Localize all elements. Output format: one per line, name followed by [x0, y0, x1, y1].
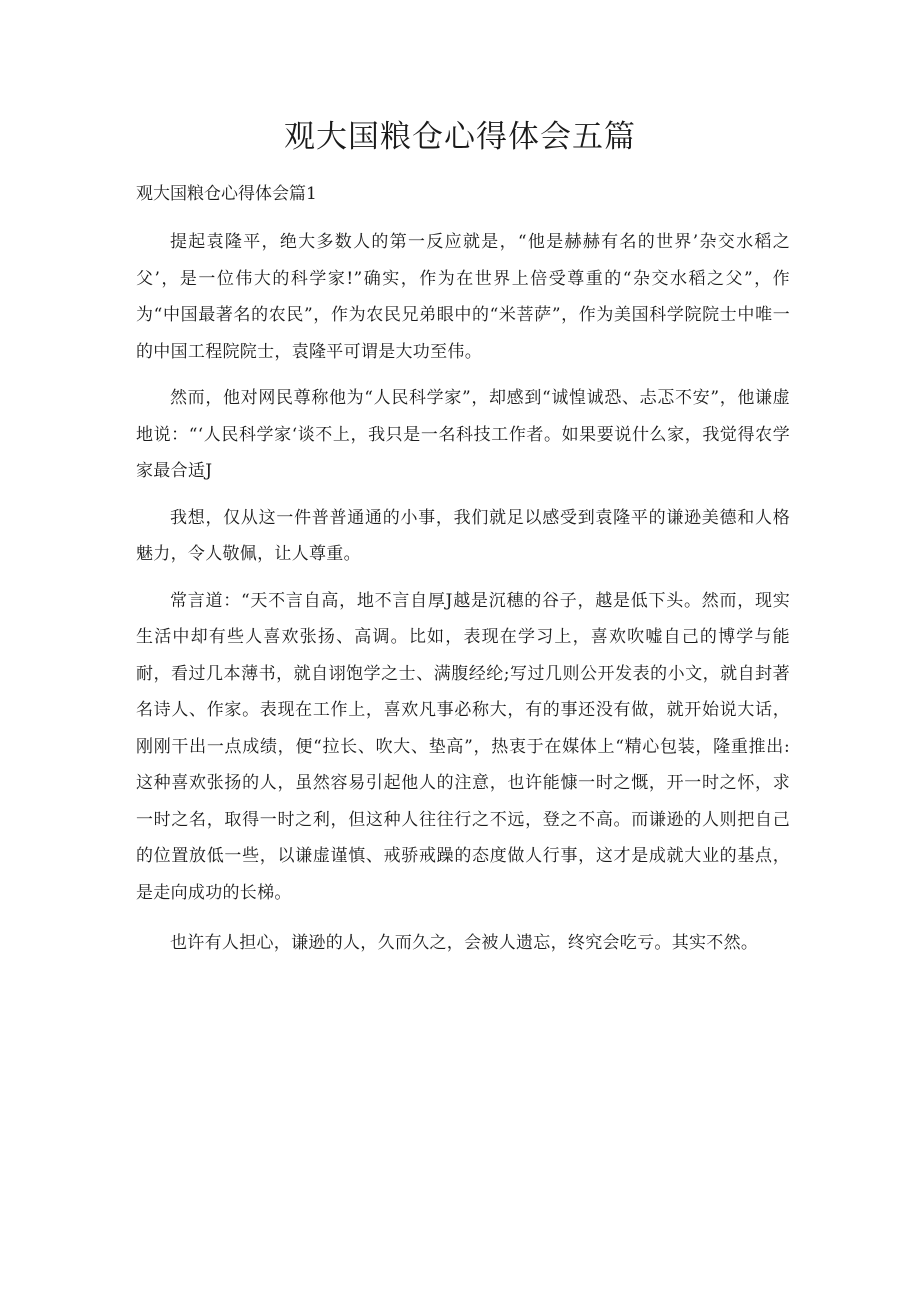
paragraph: 提起袁隆平，绝大多数人的第一反应就是，“他是赫赫有名的世界’杂交水稻之父’，是一位伟大的科学家!”确实，作为在世界上倍受尊重的“杂交水稻之父”，作为“中国最著名的农民”，作为农民兄弟眼中的“米菩萨”，作为美国科学院院士中唯一的中国工程院院士，袁隆平可谓是大功至伟。 [136, 232, 790, 362]
paragraph: 也许有人担心，谦逊的人，久而久之，会被人遗忘，终究会吃亏。其实不然。 [170, 933, 759, 953]
paragraph: 常言道：“天不言自高，地不言自厚J越是沉穗的谷子，越是低下头。然而，现实生活中却有些人喜欢张扬、高调。比如，表现在学习上，喜欢吹嘘自己的博学与能耐，看过几本薄书，就自诩饱学之士、满腹经纶;写过几则公开发表的小文，就自封著名诗人、作家。表现在工作上，喜欢凡事必称大，有的事还没有做，就开始说大话，刚刚干出一点成绩，便“拉长、吹大、垫高”，热衷于在媒体上“精心包装，隆重推出:这种喜欢张扬的人，虽然容易引起他人的注意，也许能慷一时之慨，开一时之怀，求一时之名，取得一时之利，但这种人往往行之不远，登之不高。而谦逊的人则把自己的位置放低一些，以谦虚谨慎、戒骄戒躁的态度做人行事，这才是成就大业的基点，是走向成功的长梯。 [136, 590, 790, 903]
paragraph: 我想，仅从这一件普普通通的小事，我们就足以感受到袁隆平的谦逊美德和人格魅力，令人敬佩，让人尊重。 [136, 507, 790, 564]
document-title: 观大国粮仓心得体会五篇 [284, 119, 636, 155]
body-text [136, 224, 790, 972]
section-heading: 观大国粮仓心得体会篇1 [136, 184, 317, 204]
paragraph: 然而，他对网民尊称他为“人民科学家”，却感到“诚惶诚恐、忐忑不安”，他谦虚地说：“‘人民科学家‘谈不上，我只是一名科技工作者。如果要说什么家，我觉得农学家最合适J [136, 388, 790, 481]
